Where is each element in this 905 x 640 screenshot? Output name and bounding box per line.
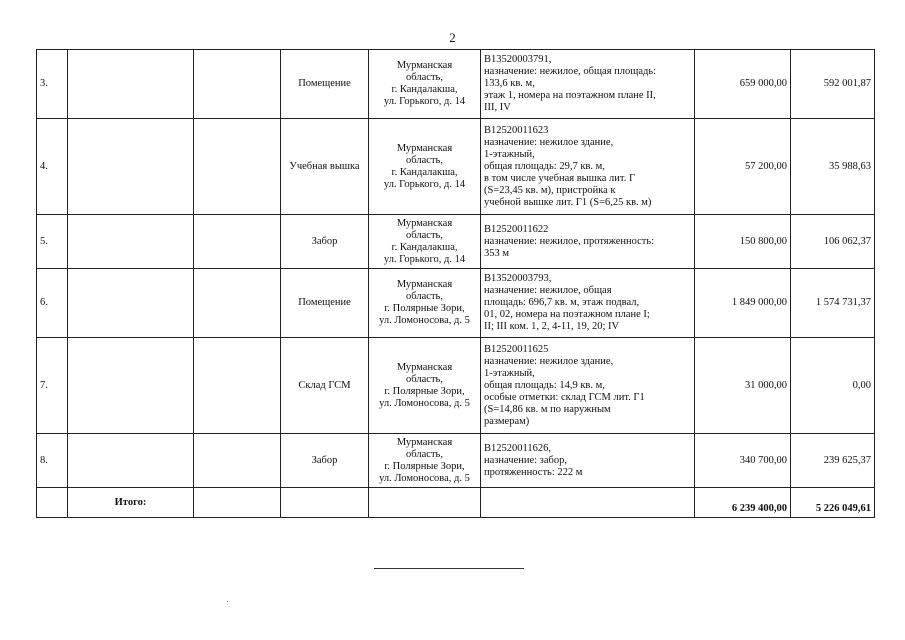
object-name: Забор <box>281 215 369 269</box>
row-number: 4. <box>37 119 68 215</box>
description-line: 133,6 кв. м, <box>484 78 535 89</box>
total-row <box>37 488 875 518</box>
object-name: Помещение <box>281 50 369 119</box>
residual-value: 592 001,87 <box>791 50 875 119</box>
empty-cell <box>369 488 481 518</box>
object-name: Забор <box>281 434 369 488</box>
empty-cell <box>194 338 281 434</box>
description-line: общая площадь: 14,9 кв. м, <box>484 379 605 391</box>
address-line: г. Кандалакша, <box>391 84 458 95</box>
description-line: учебной вышке лит. Г1 (S=6,25 кв. м) <box>484 196 652 208</box>
description-line: В12520011623 <box>484 124 549 136</box>
residual-value: 35 988,63 <box>791 119 875 215</box>
object-description <box>481 119 695 215</box>
residual-value: 1 574 731,37 <box>791 269 875 338</box>
address-line: область, <box>406 448 443 460</box>
description-line: назначение: нежилое здание, <box>484 355 614 367</box>
object-description <box>481 269 695 338</box>
table-row <box>37 338 875 434</box>
object-address <box>369 338 481 434</box>
description-line: назначение: нежилое, общая <box>484 285 612 296</box>
address-line: г. Полярные Зори, <box>384 385 465 397</box>
object-name: Склад ГСМ <box>281 338 369 434</box>
object-description <box>481 338 695 434</box>
description-line: назначение: нежилое, протяженность: <box>484 235 655 247</box>
table-row <box>37 50 875 119</box>
address-line: г. Кандалакша, <box>391 241 458 253</box>
address-line: ул. Ломоносова, д. 5 <box>379 397 470 409</box>
address-line: область, <box>406 373 443 385</box>
object-name: Учебная вышка <box>281 119 369 215</box>
description-line: II; III ком. 1, 2, 4-11, 19, 20; IV <box>484 321 620 332</box>
empty-cell <box>481 488 695 518</box>
empty-cell <box>68 338 194 434</box>
total-label: Итого: <box>68 488 194 518</box>
address-line: область, <box>406 72 443 83</box>
row-number: 6. <box>37 269 68 338</box>
description-line: протяженность: 222 м <box>484 466 583 478</box>
address-line: Мурманская <box>396 279 453 290</box>
description-line: назначение: нежилое здание, <box>484 136 614 148</box>
table-row <box>37 215 875 269</box>
address-line: ул. Горького, д. 14 <box>383 96 466 107</box>
description-line: В13520003793, <box>484 273 552 284</box>
description-line: (S=14,86 кв. м по наружным <box>484 403 611 415</box>
description-line: в том числе учебная вышка лит. Г <box>484 172 636 184</box>
description-line: особые отметки: склад ГСМ лит. Г1 <box>484 391 645 403</box>
address-line: г. Полярные Зори, <box>384 303 465 314</box>
residual-value: 239 625,37 <box>791 434 875 488</box>
empty-cell <box>281 488 369 518</box>
address-line: область, <box>406 154 443 166</box>
row-number: 3. <box>37 50 68 119</box>
book-value: 31 000,00 <box>695 338 791 434</box>
empty-cell <box>68 215 194 269</box>
scan-speck <box>227 601 228 602</box>
property-table <box>36 49 875 518</box>
book-value: 1 849 000,00 <box>695 269 791 338</box>
book-value: 57 200,00 <box>695 119 791 215</box>
empty-cell <box>194 119 281 215</box>
address-line: Мурманская <box>396 217 453 229</box>
address-line: ул. Горького, д. 14 <box>383 178 466 190</box>
empty-cell <box>68 434 194 488</box>
residual-value: 106 062,37 <box>791 215 875 269</box>
row-number: 7. <box>37 338 68 434</box>
address-line: г. Полярные Зори, <box>384 460 465 472</box>
address-line: Мурманская <box>396 142 453 154</box>
table-row <box>37 269 875 338</box>
description-line: назначение: нежилое, общая площадь: <box>484 66 657 77</box>
empty-cell <box>194 434 281 488</box>
empty-cell <box>194 215 281 269</box>
book-value: 659 000,00 <box>695 50 791 119</box>
page-number: 2 <box>449 30 456 45</box>
object-description <box>481 434 695 488</box>
row-number: 8. <box>37 434 68 488</box>
object-address <box>369 50 481 119</box>
description-line: 01, 02, номера на поэтажном плане I; <box>484 309 650 320</box>
description-line: В12520011622 <box>484 223 549 235</box>
empty-cell <box>68 50 194 119</box>
description-line: размерам) <box>484 415 530 427</box>
address-line: ул. Ломоносова, д. 5 <box>379 472 470 484</box>
book-value: 150 800,00 <box>695 215 791 269</box>
row-number: 5. <box>37 215 68 269</box>
description-line: В12520011625 <box>484 343 549 355</box>
address-line: область, <box>406 229 443 241</box>
residual-value: 0,00 <box>791 338 875 434</box>
description-line: III, IV <box>484 102 511 113</box>
description-line: 1-этажный, <box>484 148 535 160</box>
empty-cell <box>68 269 194 338</box>
object-description <box>481 50 695 119</box>
address-line: ул. Горького, д. 14 <box>383 253 466 265</box>
table-row <box>37 434 875 488</box>
empty-cell <box>194 269 281 338</box>
address-line: Мурманская <box>396 361 453 373</box>
empty-cell <box>194 488 281 518</box>
address-line: область, <box>406 291 443 302</box>
description-line: В12520011626, <box>484 442 551 454</box>
object-address <box>369 119 481 215</box>
total-residual-value: 5 226 049,61 <box>791 488 875 518</box>
object-address <box>369 434 481 488</box>
total-book-value: 6 239 400,00 <box>695 488 791 518</box>
closing-rule <box>374 568 524 569</box>
empty-cell <box>194 50 281 119</box>
address-line: Мурманская <box>396 60 453 71</box>
description-line: В13520003791, <box>484 54 552 65</box>
empty-cell <box>68 119 194 215</box>
description-line: площадь: 696,7 кв. м, этаж подвал, <box>484 297 640 308</box>
object-address <box>369 269 481 338</box>
empty-cell <box>37 488 68 518</box>
address-line: г. Кандалакша, <box>391 166 458 178</box>
description-line: назначение: забор, <box>484 454 567 466</box>
object-description <box>481 215 695 269</box>
table-row <box>37 119 875 215</box>
object-address <box>369 215 481 269</box>
object-name: Помещение <box>281 269 369 338</box>
address-line: ул. Ломоносова, д. 5 <box>379 315 470 326</box>
description-line: этаж 1, номера на поэтажном плане II, <box>484 90 656 101</box>
book-value: 340 700,00 <box>695 434 791 488</box>
description-line: общая площадь: 29,7 кв. м, <box>484 160 605 172</box>
description-line: 1-этажный, <box>484 367 535 379</box>
description-line: 353 м <box>484 247 510 259</box>
description-line: (S=23,45 кв. м), пристройка к <box>484 184 616 196</box>
address-line: Мурманская <box>396 436 453 448</box>
